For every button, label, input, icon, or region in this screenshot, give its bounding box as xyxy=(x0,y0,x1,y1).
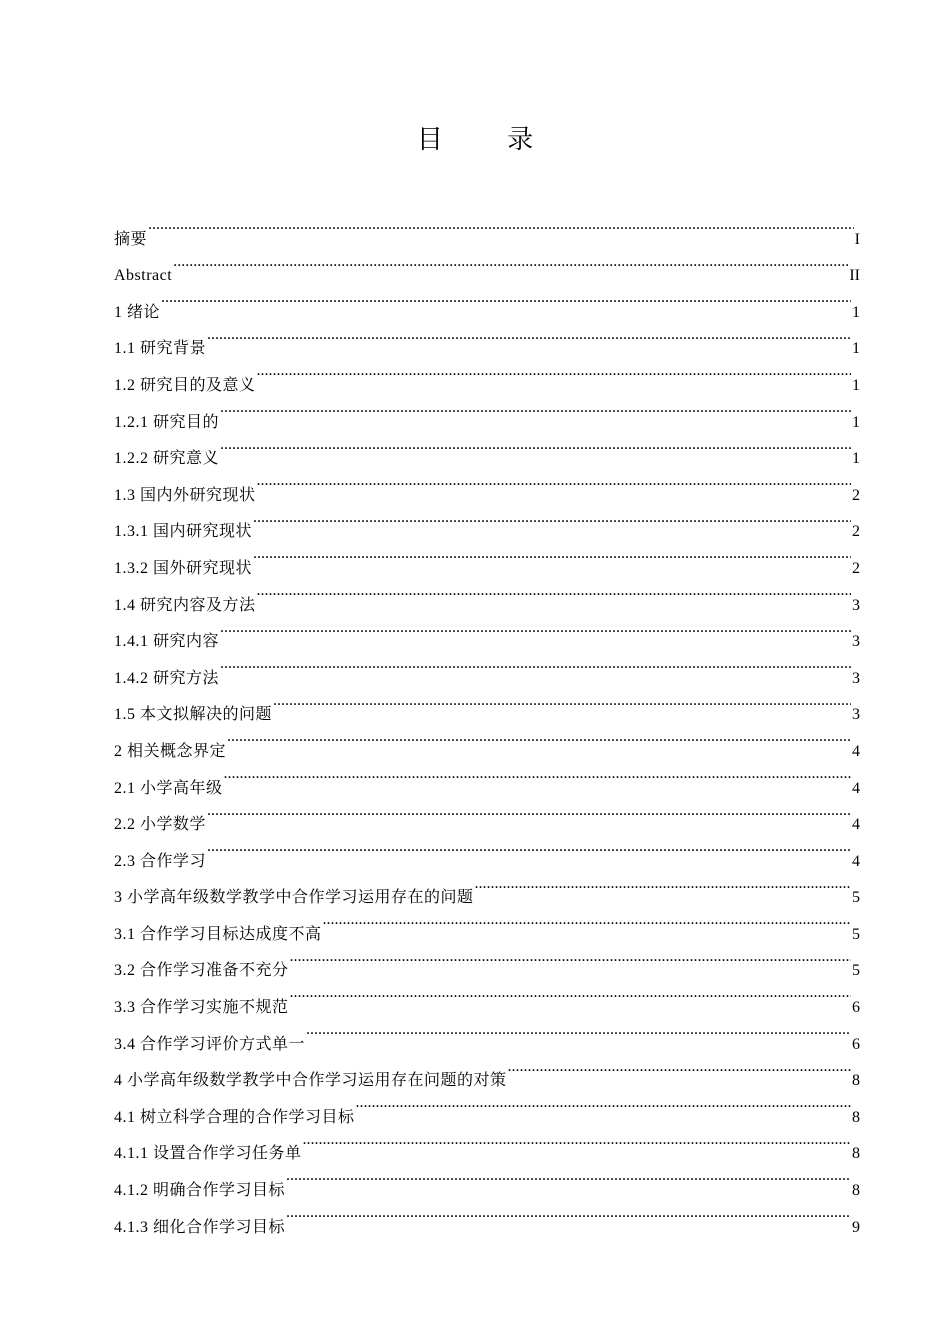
toc-entry[interactable] xyxy=(114,207,860,248)
toc-entry[interactable] xyxy=(114,390,860,431)
toc-entry-page: 5 xyxy=(852,925,860,943)
toc-entry-label: 4 小学高年级数学教学中合作学习运用存在问题的对策 xyxy=(114,1072,507,1090)
toc-entry[interactable] xyxy=(114,280,860,321)
toc-leader-dots xyxy=(286,1158,851,1195)
toc-entry-label: 3.2 合作学习准备不充分 xyxy=(114,962,289,980)
toc-entry-label: 1.4.1 研究内容 xyxy=(114,633,220,651)
toc-leader-dots xyxy=(207,829,851,866)
toc-entry-page: 8 xyxy=(852,1108,860,1126)
toc-entry-label: 1.2.1 研究目的 xyxy=(114,413,220,431)
toc-leader-dots xyxy=(306,1012,851,1049)
toc-leader-dots xyxy=(220,610,851,647)
toc-entry[interactable] xyxy=(114,463,860,504)
toc-entry[interactable] xyxy=(114,317,860,358)
toc-leader-dots xyxy=(220,390,851,427)
toc-entry-page: I xyxy=(854,230,860,248)
toc-entry-page: 5 xyxy=(852,962,860,980)
toc-leader-dots xyxy=(227,719,851,756)
toc-entry-label: 1.2 研究目的及意义 xyxy=(114,376,256,394)
toc-entry[interactable] xyxy=(114,610,860,651)
toc-entry[interactable] xyxy=(114,353,860,394)
toc-leader-dots xyxy=(148,207,854,244)
toc-leader-dots xyxy=(253,536,851,573)
toc-entry[interactable] xyxy=(114,756,860,797)
toc-entry-label: 4.1.2 明确合作学习目标 xyxy=(114,1182,286,1200)
toc-entry-label: 4.1 树立科学合理的合作学习目标 xyxy=(114,1108,355,1126)
toc-entry-page: 4 xyxy=(852,742,860,760)
toc-leader-dots xyxy=(273,683,851,720)
toc-entry-page: 1 xyxy=(852,450,860,468)
page-title: 目 录 xyxy=(416,125,562,155)
toc-entry-label: 2.2 小学数学 xyxy=(114,816,207,834)
toc-entry[interactable] xyxy=(114,427,860,468)
toc-entry-page: 1 xyxy=(852,376,860,394)
toc-entry-page: II xyxy=(849,267,860,285)
toc-entry-page: 2 xyxy=(852,486,860,504)
toc-entry-page: 8 xyxy=(852,1182,860,1200)
toc-entry-page: 8 xyxy=(852,1072,860,1090)
toc-leader-dots xyxy=(257,573,851,610)
toc-entry-label: 1.3 国内外研究现状 xyxy=(114,486,256,504)
toc-leader-dots xyxy=(356,1085,851,1122)
toc-leader-dots xyxy=(173,244,848,281)
toc-entry[interactable] xyxy=(114,829,860,870)
toc-leader-dots xyxy=(290,939,851,976)
toc-entry-page: 8 xyxy=(852,1145,860,1163)
toc-entry-label: 1 绪论 xyxy=(114,303,161,321)
toc-entry-page: 3 xyxy=(852,633,860,651)
toc-entry-page: 4 xyxy=(852,779,860,797)
toc-entry-page: 2 xyxy=(852,523,860,541)
toc-entry-page: 4 xyxy=(852,816,860,834)
toc-entry[interactable] xyxy=(114,866,860,907)
toc-leader-dots xyxy=(207,317,851,354)
toc-entry-label: 1.2.2 研究意义 xyxy=(114,450,220,468)
toc-leader-dots xyxy=(290,975,851,1012)
toc-entry[interactable] xyxy=(114,793,860,834)
toc-leader-dots xyxy=(508,1049,851,1086)
toc-entry-page: 3 xyxy=(852,706,860,724)
toc-entry-label: 2.3 合作学习 xyxy=(114,852,207,870)
toc-entry-page: 5 xyxy=(852,889,860,907)
toc-entry-page: 9 xyxy=(852,1218,860,1236)
toc-entry-label: 3.1 合作学习目标达成度不高 xyxy=(114,925,322,943)
toc-entry-page: 1 xyxy=(852,303,860,321)
toc-leader-dots xyxy=(303,1122,851,1159)
toc-entry-label: 1.4.2 研究方法 xyxy=(114,669,220,687)
toc-entry-page: 3 xyxy=(852,669,860,687)
toc-leader-dots xyxy=(257,353,851,390)
toc-leader-dots xyxy=(323,902,851,939)
toc-entry-label: 1.3.2 国外研究现状 xyxy=(114,559,253,577)
toc-entry-label: 3.4 合作学习评价方式单一 xyxy=(114,1035,306,1053)
toc-leader-dots xyxy=(224,756,851,793)
toc-entry-label: 4.1.1 设置合作学习任务单 xyxy=(114,1145,302,1163)
toc-entry-label: 2.1 小学高年级 xyxy=(114,779,223,797)
toc-leader-dots xyxy=(220,427,851,464)
toc-entry-page: 2 xyxy=(852,559,860,577)
toc-leader-dots xyxy=(257,463,851,500)
toc-entry-label: 1.1 研究背景 xyxy=(114,340,207,358)
toc-entry-page: 6 xyxy=(852,999,860,1017)
toc-leader-dots xyxy=(207,793,851,830)
toc-entry-page: 1 xyxy=(852,340,860,358)
toc-entry-label: 3.3 合作学习实施不规范 xyxy=(114,999,289,1017)
toc-leader-dots xyxy=(286,1195,851,1232)
toc-entry-label: 3 小学高年级数学教学中合作学习运用存在的问题 xyxy=(114,889,474,907)
toc-entry[interactable] xyxy=(114,683,860,724)
toc-entry-label: 1.3.1 国内研究现状 xyxy=(114,523,253,541)
toc-entry-label: 2 相关概念界定 xyxy=(114,742,227,760)
toc-entry-page: 4 xyxy=(852,852,860,870)
table-of-contents xyxy=(114,207,860,1236)
toc-leader-dots xyxy=(475,866,851,903)
toc-entry-page: 1 xyxy=(852,413,860,431)
toc-entry-label: 摘要 xyxy=(114,230,148,248)
toc-leader-dots xyxy=(161,280,851,317)
toc-entry[interactable] xyxy=(114,244,860,285)
toc-entry-page: 3 xyxy=(852,596,860,614)
toc-leader-dots xyxy=(220,646,851,683)
toc-entry-label: 1.5 本文拟解决的问题 xyxy=(114,706,273,724)
toc-entry-label: 1.4 研究内容及方法 xyxy=(114,596,256,614)
toc-entry-label: 4.1.3 细化合作学习目标 xyxy=(114,1218,286,1236)
toc-entry-page: 6 xyxy=(852,1035,860,1053)
toc-entry[interactable] xyxy=(114,646,860,687)
toc-entry-label: Abstract xyxy=(114,267,173,285)
toc-leader-dots xyxy=(253,500,851,537)
